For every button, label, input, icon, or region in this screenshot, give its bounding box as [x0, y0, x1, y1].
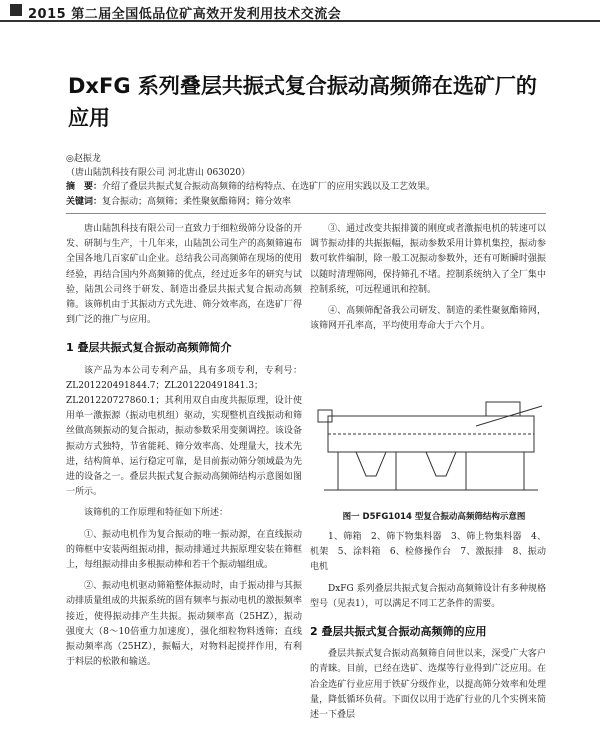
section-2-heading: 2 叠层共振式复合振动高频筛的应用: [310, 625, 487, 639]
abstract: [66, 181, 546, 194]
intro-paragraph: 唐山陆凯科技有限公司一直致力于细粒级筛分设备的开发、研制与生产，十几年来，山陆凯公司生产的高频筛遍布全国各地几百家矿山企业。总结我公司高频筛在现场的使用经验，再结合国内外高频筛的优点，经过近多年的研究与试验，陆凯公司终于研发、制造出叠层共振式复合振动高频筛。该筛机由于其振动方式先进、筛分效率高，在选矿厂得到广泛的推广与应用。: [66, 224, 302, 326]
abstract-label: 摘 要：: [66, 182, 103, 192]
section-1-paragraph-2: 该筛机的工作原理和特征如下所述：: [84, 508, 229, 519]
keywords: [66, 196, 546, 209]
feature-item-4: ④、高频筛配备我公司研发、制造的柔性聚氨酯筛网，该筛网开孔率高，平均使用寿命大于六个月。: [310, 306, 546, 332]
feature-item-3: ③、通过改变共振排簧的刚度或者激振电机的转速可以调节振动排的共振振幅，振动参数采用计算机集控，振动参数可软件编制，除一般工况振动参数外，还有可断瞬时强振以随时清理筛网，保持筛孔不堵。控制系统纳入了全厂集中控制系统，可远程通讯和控制。: [310, 224, 546, 295]
section-1-paragraph-3: DxFG 系列叠层共振式复合振动高频筛设计有多种规格型号（见表1），可以满足不同工艺条件的需要。: [310, 583, 546, 609]
abstract-text: 介绍了叠层共振式复合振动高频筛的结构特点、在选矿厂的应用实践以及工艺效果。: [102, 182, 436, 192]
right-column-top: [310, 222, 546, 340]
oversize-collector: [426, 452, 456, 476]
left-column: [66, 222, 302, 676]
running-header: [0, 0, 600, 22]
affiliation: （唐山陆凯科技有限公司 河北唐山 063020）: [66, 168, 251, 178]
paper-title: DxFG 系列叠层共振式复合振动高频筛在选矿厂的应用: [68, 74, 537, 130]
divider: [66, 213, 546, 214]
screen-schematic: [316, 396, 546, 500]
section-2-paragraph-1: 叠层共振式复合振动高频筛自问世以来，深受广大客户的青睐。目前，已经在选矿、选煤等行业得到广泛应用。在冶金选矿行业应用于铁矿分级作业，以提高筛分效率和处理量，降低循环负荷。下面仅以用于选矿行业的几个实例来简述一下叠层: [310, 649, 546, 721]
header-marker: [10, 4, 22, 16]
structure-diagram: [316, 396, 546, 500]
keywords-label: 关键词：: [66, 197, 103, 207]
keywords-text: 复合振动；高频筛；柔性聚氨酯筛网；筛分效率: [102, 197, 292, 207]
figure-caption: 图一 D5FG1014 型复合振动高频筛结构示意图: [342, 512, 526, 522]
right-column-bottom: [310, 530, 546, 729]
figure-legend: 1、筛箱 2、筛下物集料器 3、筛上物集料器 4、机架 5、涂料箱 6、检修操作台 7、激振排 8、振动电机: [310, 532, 546, 573]
undersize-collector: [356, 452, 386, 476]
section-1-heading: 1 叠层共振式复合振动高频筛简介: [66, 341, 232, 355]
feature-item-2: ②、振动电机驱动筛箱整体振动时，由于振动排与其振动排质量组成的共振系统的固有频率与振动电机的激振频率接近，使得振动排产生共振。振动频率高（25HZ），振动强度大（8～10倍重力加速度），强化细粒物料透筛；直线振动频率高（25HZ），振幅大，对物料起搅拌作用，有利于料层的松散和输送。: [66, 581, 302, 668]
author: ◎赵振龙: [66, 154, 101, 164]
header-text: 2015 第二届全国低品位矿高效开发利用技术交流会: [28, 7, 342, 22]
section-1-paragraph-1: 该产品为本公司专利产品，具有多项专利，专利号：ZL201220491844.7；ZL201220491841.3；ZL201220727860.1；其利用双自由度共振原理，设计使用单一激振源（振动电机组）驱动，实现整机直线振动和筛丝做高频振动的复合振动，振动参数采用变频调控。该设备振动方式独特，节省能耗、筛分效率高、处理量大，技术先进，结构简单、运行稳定可靠，是目前振动筛分领域最为先进的设备之一。叠层共振式复合振动高频筛结构示意图如图一所示。: [66, 365, 302, 498]
feature-item-1: ①、振动电机作为复合振动的唯一振动源，在直线振动的筛框中安装两组振动排，振动排通过共振原理安装在筛框上，每组振动排由多根振动棒和若干个振动辐组成。: [66, 529, 302, 571]
